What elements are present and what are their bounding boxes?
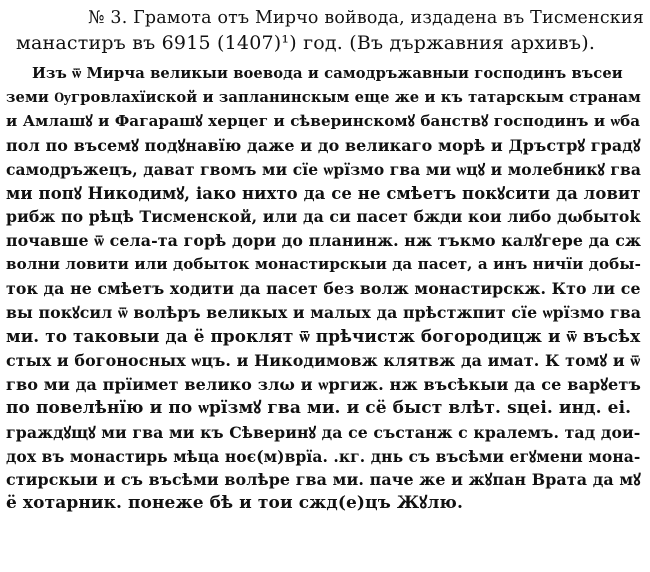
charter-line: волни ловити или добыток монастирскыи да пасет, а инъ ничїи добы- — [6, 255, 641, 274]
charter-line: рибж по рѣцѣ Тисменской, или да си пасет бжди кои либо дωбытоk — [6, 207, 641, 227]
charter-line: ми попꙋ Никодимꙋ, іако нихто да се не смѣетъ покꙋсити да ловит — [6, 183, 641, 203]
charter-line: вы покꙋсил ѿ волѣръ великых и малых да прѣстжпит сїе ѡрїзмо гва — [6, 303, 642, 323]
charter-line: граждꙋщꙋ ми гва ми къ Сѣверинꙋ да се състанж с кралемъ. тад дои- — [6, 422, 641, 442]
charter-line: по повелѣнїю и по ѡрїзмꙋ гва ми. и сё быст влѣт. ѕцеі. инд. еі. — [6, 397, 632, 418]
charter-line: пол по въсемꙋ подꙋнавїю даже и до великаго морѣ и Дръстрꙋ градꙋ — [6, 135, 641, 155]
charter-line: дох въ монастирь мѣца ноє(м)врїа. .кг. днь съ въсѣми егꙋмени мона- — [6, 446, 641, 466]
charter-line: Изъ ѿ Мирча великыи воевода и самодръжавныи господинъ въсеи — [32, 65, 623, 82]
charter-line: гво ми да прїимет велико злω и ѡргиж. нж въсѣкыи да се варꙋетъ — [6, 374, 641, 394]
charter-line: стирскыи и съ въсѣми волѣре гва ми. паче же и жꙋпан Врата да мꙋ — [6, 470, 641, 490]
charter-line: почавше ѿ села-та горѣ дори до планинж. нж тъкмо калꙋгере да сж — [6, 231, 642, 251]
charter-line: самодръжецъ, дават гвомъ ми сїе ѡрїзмо гва ми ѡцꙋ и молебникꙋ гва — [6, 159, 641, 179]
charter-line: ми. то таковыи да ё проклят ѿ прѣчистж богородицж и ѿ въсѣх — [6, 325, 641, 346]
charter-line: и Амлашꙋ и Фагарашꙋ херцег и сѣверинскомꙋ банствꙋ господинъ и ѡба — [6, 111, 641, 130]
charter-line: ё хотарник. понеже бѣ и тои сжд(е)цъ Жꙋлю. — [6, 493, 463, 514]
charter-text — [6, 62, 644, 516]
charter-line: стых и богоносных ѡцъ. и Никодимовж клятвж да имат. К томꙋ и ѿ — [6, 350, 641, 370]
heading-line-1: № 3. Грамота отъ Мирчо войвода, издадена въ Тисменския — [88, 8, 644, 28]
document-heading — [10, 6, 644, 56]
heading-line-2: манастиръ въ 6915 (1407)¹) год. (Въ държавния архивъ). — [16, 32, 596, 54]
charter-line: ток да не смѣетъ ходити да пасет без волж монастирскж. Кто ли се — [6, 279, 641, 299]
charter-line: земи Ѹгровлахїиской и запланинскым еще же и къ татарскым странам — [6, 88, 641, 106]
